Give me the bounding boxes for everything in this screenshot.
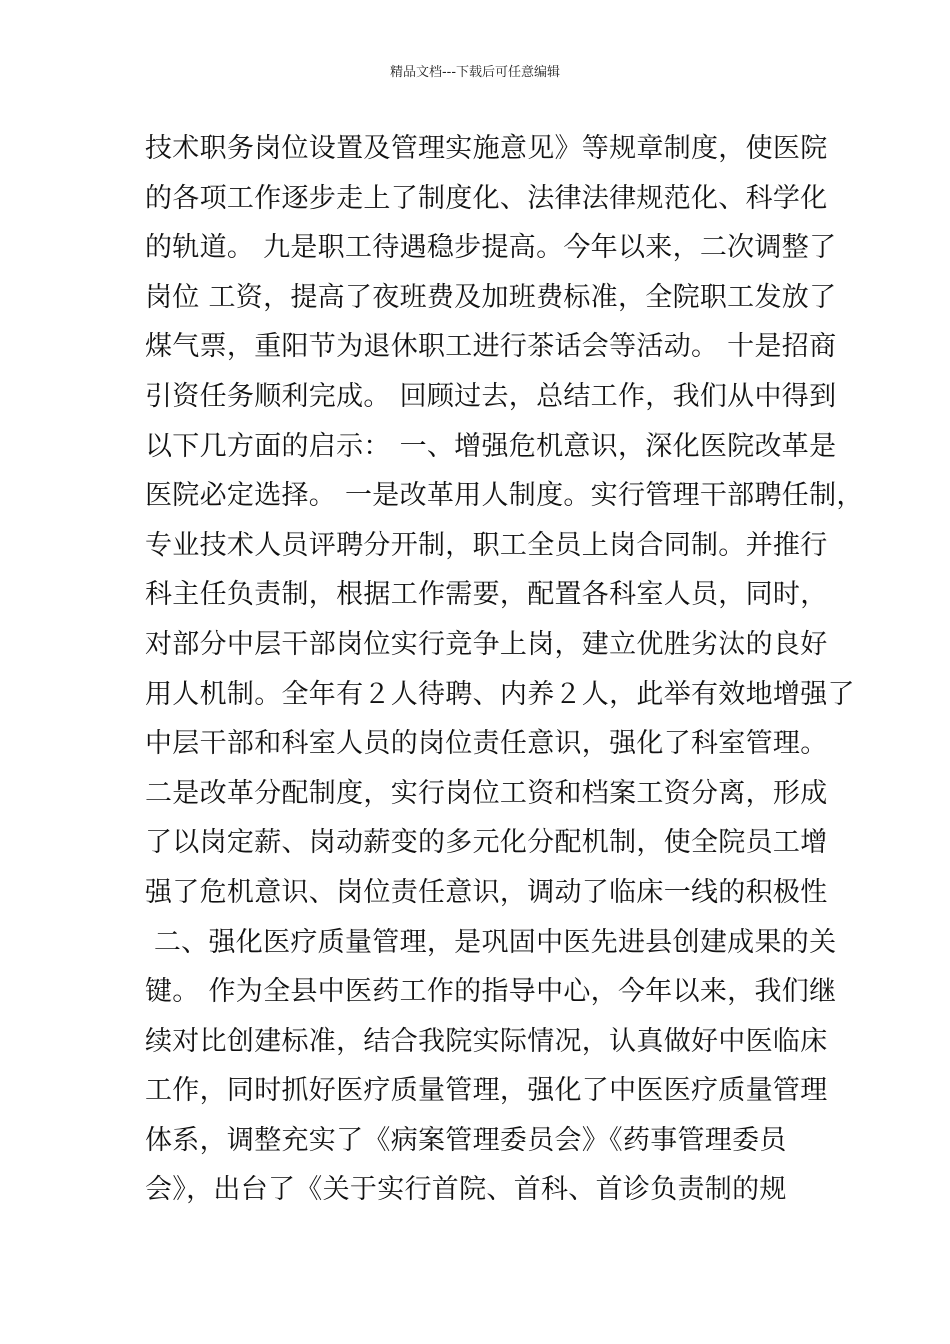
text-line: 医院必定选择。 一是改革用人制度。实行管理干部聘任制， <box>145 480 864 512</box>
text-line: 会》，出台了《关于实行首院、首科、首诊负责制的规 <box>145 1174 787 1206</box>
text-line: 以下几方面的启示： 一、增强危机意识，深化医院改革是 <box>145 430 837 462</box>
body-text <box>145 124 864 1215</box>
text-line: 键。 作为全县中医药工作的指导中心，今年以来，我们继 <box>145 976 837 1008</box>
text-line: 对部分中层干部岗位实行竞争上岗，建立优胜劣汰的良好 <box>145 628 828 660</box>
text-line: 的各项工作逐步走上了制度化、法律法律规范化、科学化 <box>145 182 828 214</box>
text-line: 的轨道。 九是职工待遇稳步提高。今年以来，二次调整了 <box>145 232 837 264</box>
text-line: 了以岗定薪、岗动薪变的多元化分配机制，使全院员工增 <box>145 827 828 859</box>
text-line: 技术职务岗位设置及管理实施意见》等规章制度，使医院 <box>145 133 828 164</box>
text-line: 专业技术人员评聘分开制，职工全员上岗合同制。并推行 <box>145 529 828 561</box>
text-line: 续对比创建标准，结合我院实际情况，认真做好中医临床 <box>145 1025 828 1057</box>
text-line: 岗位 工资，提高了夜班费及加班费标准，全院职工发放了 <box>145 281 837 313</box>
text-line: 二、强化医疗质量管理，是巩固中医先进县创建成果的关 <box>145 926 837 958</box>
text-line: 引资任务顺利完成。 回顾过去，总结工作，我们从中得到 <box>145 380 837 412</box>
text-line: 体系，调整充实了《病案管理委员会》《药事管理委员 <box>145 1124 787 1156</box>
text-line: 工作，同时抓好医疗质量管理，强化了中医医疗质量管理 <box>145 1075 828 1107</box>
text-line: 煤气票，重阳节为退休职工进行茶话会等活动。 十是招商 <box>145 331 837 363</box>
text-line: 强了危机意识、岗位责任意识，调动了临床一线的积极性 <box>145 876 828 908</box>
text-line: 用人机制。全年有２人待聘、内养２人，此举有效地增强了 <box>145 678 855 710</box>
text-line: 中层干部和科室人员的岗位责任意识，强化了科室管理。 <box>145 728 828 760</box>
text-line: 二是改革分配制度，实行岗位工资和档案工资分离，形成 <box>145 777 828 809</box>
text-line: 科主任负责制，根据工作需要，配置各科室人员，同时， <box>145 579 828 611</box>
page-header: 精品文档---下载后可任意编辑 <box>389 65 561 80</box>
